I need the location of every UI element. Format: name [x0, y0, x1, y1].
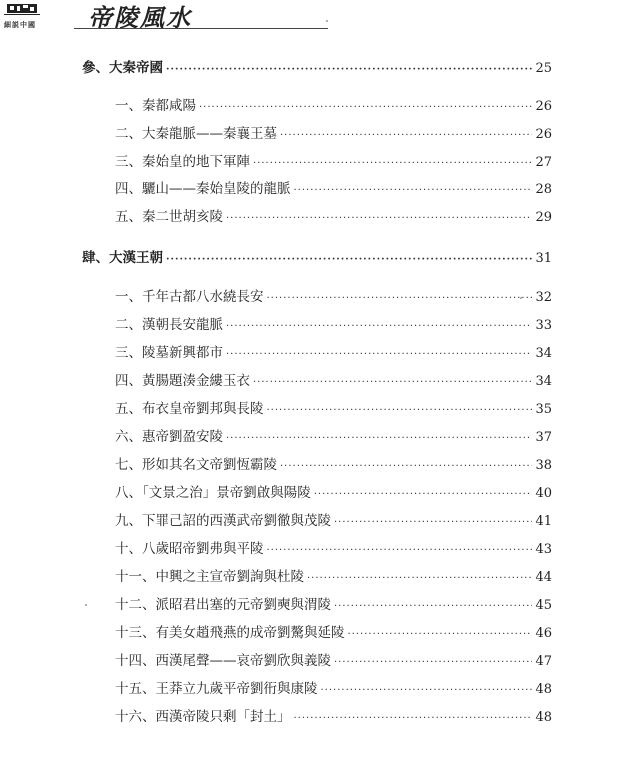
toc-page-number: 32 — [535, 290, 552, 305]
toc-leader-dots — [280, 130, 532, 141]
toc-leader-dots — [314, 489, 533, 500]
page-header — [0, 0, 626, 40]
toc-leader-dots — [253, 377, 532, 388]
toc-page-number: 38 — [535, 458, 552, 473]
toc-leader-dots — [166, 254, 532, 265]
toc-page-number: 48 — [535, 710, 552, 725]
toc-leader-dots — [267, 293, 533, 304]
toc-page-number: 31 — [535, 251, 552, 266]
toc-section-title: 三、陵墓新興都市 — [115, 345, 223, 361]
toc-section[interactable] — [115, 425, 552, 445]
toc-page-number: 26 — [535, 99, 552, 114]
toc-section[interactable] — [115, 705, 552, 725]
toc-section-title: 五、布衣皇帝劉邦與長陵 — [115, 401, 264, 417]
toc-leader-dots — [267, 405, 533, 416]
toc-section-title: 一、秦都咸陽 — [115, 98, 196, 114]
toc-chapter[interactable] — [82, 56, 552, 76]
toc-page-number: 40 — [535, 486, 552, 501]
toc-section[interactable] — [115, 621, 552, 641]
toc-page-number: 35 — [535, 402, 552, 417]
toc-section[interactable] — [115, 177, 552, 197]
toc-page-number: 34 — [535, 374, 552, 389]
toc-page-number: 43 — [535, 542, 552, 557]
toc-leader-dots — [166, 64, 532, 75]
toc-leader-dots — [226, 213, 532, 224]
toc-leader-dots — [226, 349, 532, 360]
toc-section[interactable] — [115, 122, 552, 142]
toc-section-title: 四、黃腸題湊金縷玉衣 — [115, 373, 250, 389]
toc-section-title: 一、千年古都八水繞長安 — [115, 289, 264, 305]
book-title: 帝陵風水 — [88, 3, 192, 32]
toc-leader-dots — [321, 685, 533, 696]
series-logo — [4, 2, 74, 32]
toc-section-title: 十一、中興之主宣帝劉詢與杜陵 — [115, 569, 304, 585]
toc-leader-dots — [267, 545, 533, 556]
toc-page-number: 33 — [535, 318, 552, 333]
toc-leader-dots — [294, 713, 533, 724]
toc-page-number: 26 — [535, 127, 552, 142]
toc-leader-dots — [348, 629, 533, 640]
toc-page-number: 47 — [535, 654, 552, 669]
series-label: 細説中國 — [4, 21, 36, 29]
toc-section-title: 二、大秦龍脈——秦襄王墓 — [115, 126, 277, 142]
toc-page-number: 46 — [535, 626, 552, 641]
toc-section-title: 四、驪山——秦始皇陵的龍脈 — [115, 181, 291, 197]
toc-chapter-title: 肆、大漢王朝 — [82, 250, 163, 266]
toc-section[interactable] — [115, 150, 552, 170]
toc-leader-dots — [307, 573, 532, 584]
toc-section[interactable] — [115, 313, 552, 333]
toc-leader-dots — [226, 321, 532, 332]
series-emblem-icon — [4, 2, 44, 18]
toc-page-number: 44 — [535, 570, 552, 585]
toc-leader-dots — [334, 657, 532, 668]
toc-section-title: 八、「文景之治」景帝劉啟與陽陵 — [115, 485, 311, 501]
toc-section[interactable] — [115, 205, 552, 225]
toc-section-title: 七、形如其名文帝劉恆霸陵 — [115, 457, 277, 473]
toc-chapter-title: 參、大秦帝國 — [82, 60, 163, 76]
toc-section[interactable] — [115, 677, 552, 697]
toc-section[interactable] — [115, 369, 552, 389]
scan-speck — [326, 20, 328, 22]
toc-leader-dots — [226, 433, 532, 444]
toc-page-number: 25 — [535, 61, 552, 76]
scan-speck — [85, 604, 87, 606]
toc-page-number: 37 — [535, 430, 552, 445]
toc-section[interactable] — [115, 481, 552, 501]
toc-section[interactable] — [115, 565, 552, 585]
toc-page-number: 45 — [535, 598, 552, 613]
toc-leader-dots — [280, 461, 532, 472]
toc-section[interactable] — [115, 94, 552, 114]
toc-section[interactable] — [115, 593, 552, 613]
toc-page-number: 27 — [535, 155, 552, 170]
toc-leader-dots — [294, 185, 533, 196]
toc-section-title: 二、漢朝長安龍脈 — [115, 317, 223, 333]
toc-section-title: 六、惠帝劉盈安陵 — [115, 429, 223, 445]
toc-page-number: 34 — [535, 346, 552, 361]
toc-section-title: 十、八歲昭帝劉弗與平陵 — [115, 541, 264, 557]
toc-section-title: 十四、西漢尾聲——哀帝劉欣與義陵 — [115, 653, 331, 669]
toc-section[interactable] — [115, 285, 552, 305]
toc-section-title: 九、下罪己詔的西漢武帝劉徹與茂陵 — [115, 513, 331, 529]
toc-leader-dots — [253, 158, 532, 169]
toc-section-title: 十三、有美女趙飛燕的成帝劉驁與延陵 — [115, 625, 345, 641]
toc-page-number: 48 — [535, 682, 552, 697]
scan-speck — [520, 297, 522, 299]
toc-section[interactable] — [115, 509, 552, 529]
toc-section-title: 十五、王莽立九歲平帝劉衎與康陵 — [115, 681, 318, 697]
toc-section-title: 三、秦始皇的地下軍陣 — [115, 154, 250, 170]
toc-section-title: 五、秦二世胡亥陵 — [115, 209, 223, 225]
toc-section-title: 十六、西漢帝陵只剩「封土」 — [115, 709, 291, 725]
toc-leader-dots — [334, 601, 532, 612]
toc-leader-dots — [334, 517, 532, 528]
toc-section-title: 十二、派昭君出塞的元帝劉奭與渭陵 — [115, 597, 331, 613]
toc-page-number: 29 — [535, 210, 552, 225]
toc-section[interactable] — [115, 453, 552, 473]
toc-section[interactable] — [115, 397, 552, 417]
header-rule — [74, 28, 328, 29]
toc-leader-dots — [199, 102, 532, 113]
toc-chapter[interactable] — [82, 246, 552, 266]
toc-section[interactable] — [115, 537, 552, 557]
toc-section[interactable] — [115, 649, 552, 669]
toc-section[interactable] — [115, 341, 552, 361]
toc-page-number: 28 — [535, 182, 552, 197]
toc-page-number: 41 — [535, 514, 552, 529]
